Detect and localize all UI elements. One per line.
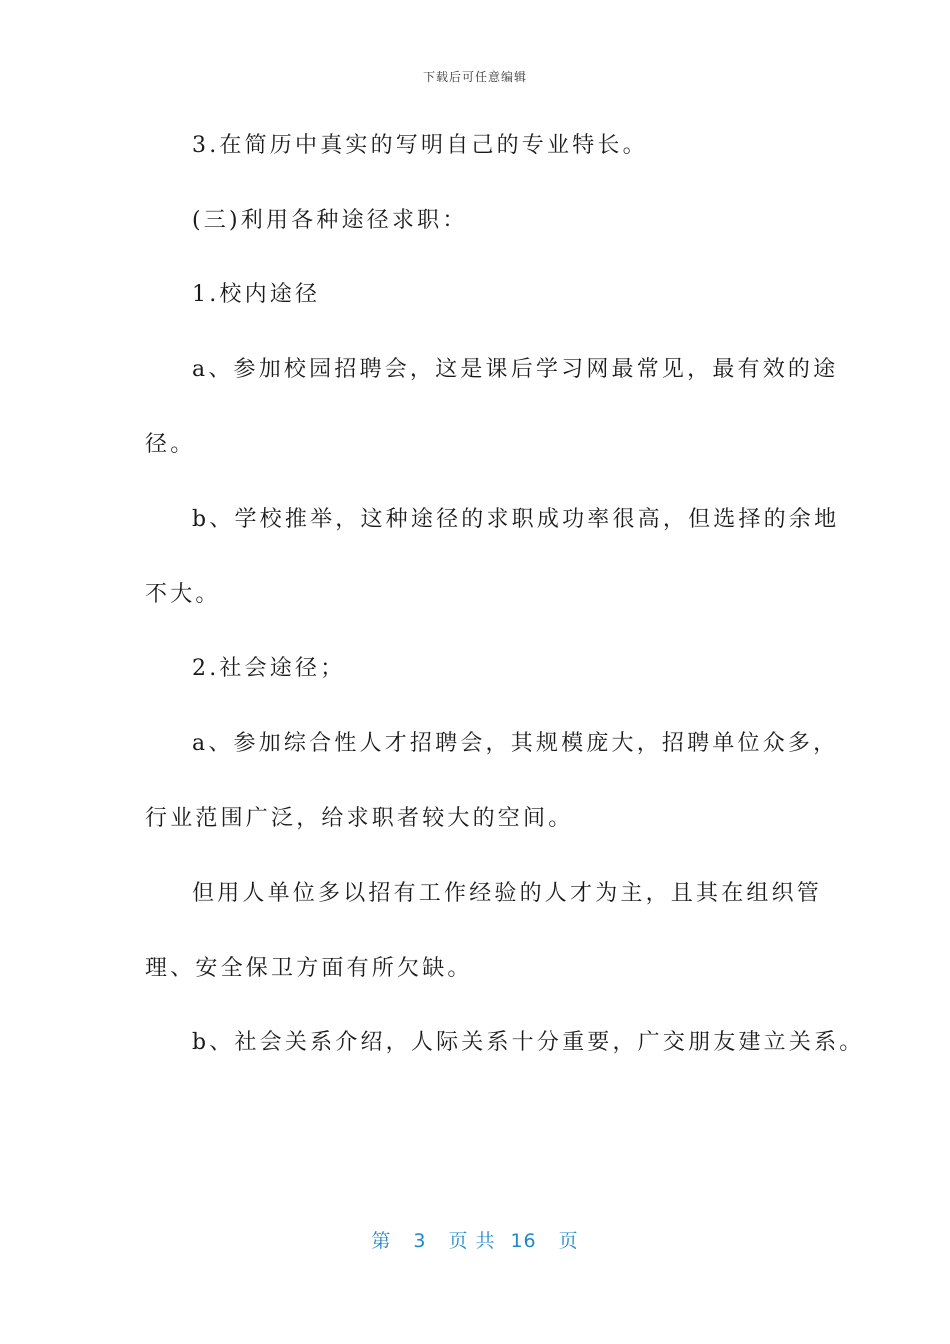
body-line-12: 理、安全保卫方面有所欠缺。	[145, 956, 473, 981]
footer-suffix: 页	[558, 1230, 579, 1252]
page-number-footer	[0, 1226, 950, 1253]
body-line-8: 2.社会途径；	[192, 656, 346, 681]
footer-total-pages: 16	[510, 1230, 537, 1252]
body-line-7: 不大。	[145, 582, 221, 607]
footer-middle: 页共	[448, 1230, 503, 1252]
body-line-13: b、社会关系介绍，人际关系十分重要，广交朋友建立关系。	[192, 1030, 865, 1055]
body-line-10: 行业范围广泛，给求职者较大的空间。	[145, 806, 574, 831]
body-line-1: 3.在简历中真实的写明自己的专业特长。	[192, 133, 648, 158]
header-note: 下载后可任意编辑	[422, 70, 527, 84]
body-line-5: 径。	[145, 432, 196, 457]
footer-prefix: 第	[371, 1230, 392, 1252]
footer-current-page: 3	[413, 1230, 427, 1252]
body-line-2: (三)利用各种途径求职：	[192, 208, 468, 233]
body-line-11: 但用人单位多以招有工作经验的人才为主，且其在组织管	[192, 881, 823, 906]
body-line-3: 1.校内途径	[192, 282, 321, 307]
body-line-9: a、参加综合性人才招聘会，其规模庞大，招聘单位众多，	[192, 731, 839, 756]
body-line-6: b、学校推举，这种途径的求职成功率很高，但选择的余地	[192, 507, 840, 532]
body-line-4: a、参加校园招聘会，这是课后学习网最常见，最有效的途	[192, 357, 839, 382]
